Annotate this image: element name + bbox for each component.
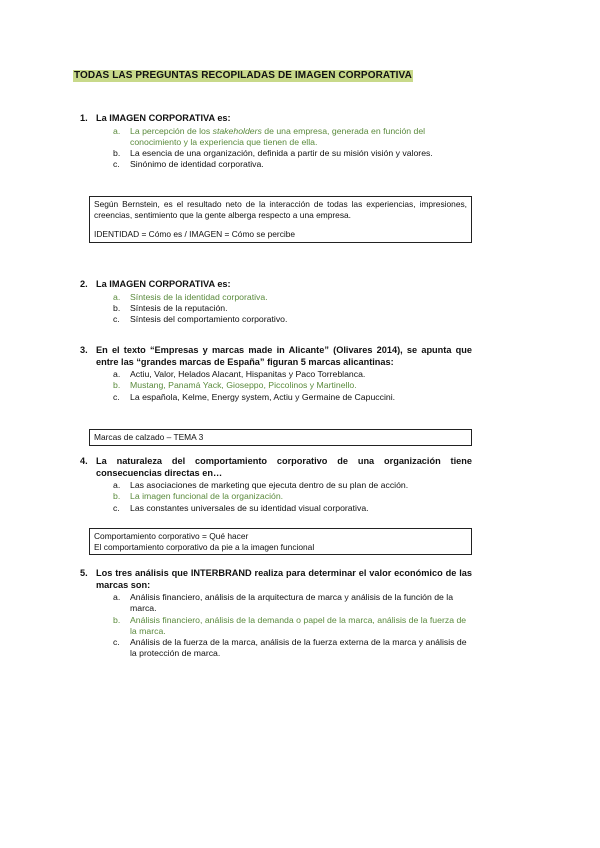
option-a: a. Síntesis de la identidad corporativa. [113,291,268,302]
option-a: a. Análisis financiero, análisis de la arquitectura de marca y análisis de la función de la marca. [113,592,454,614]
question-4 [80,456,472,514]
question-2 [80,279,472,325]
note-text: Marcas de calzado – TEMA 3 [94,432,204,442]
question-1-header [80,113,472,125]
question-3-header: 3. En el texto “Empresas y marcas made in Alicante” (Olivares 2014), se apunta que entre las “grandes marcas de España” figuran 5 marcas alicantinas: [80,345,472,367]
question-2-header: 2. La IMAGEN CORPORATIVA es: [80,279,231,289]
option-a: a. Las asociaciones de marketing que ejecuta dentro de su plan de acción. [113,480,409,490]
option-b: b. Mustang, Panamá Yack, Gioseppo, Piccolinos y Martinello. [113,380,357,391]
option-b: b. Análisis financiero, análisis de la demanda o papel de la marca, análisis de la fuerza de la marca. [113,614,467,636]
option-b: b. Síntesis de la reputación. [113,302,228,313]
note-box-3 [89,429,472,446]
option-b: b. La esencia de una organización, definida a partir de su misión visión y valores. [113,148,433,159]
note-text: IDENTIDAD = Cómo es / IMAGEN = Cómo se percibe [94,229,296,240]
note-text: Según Bernstein, es el resultado neto de la interacción de todas las experiencias, impresiones, creencias, sentimiento que la gente alberga respecto a una empresa. [94,199,467,220]
option-a: a. Actiu, Valor, Helados Alacant, Hispanitas y Paco Torreblanca. [113,369,366,379]
options-list [113,480,472,514]
option-c: c. Síntesis del comportamiento corporativo. [113,314,288,325]
question-5-header: 5. Los tres análisis que INTERBRAND realiza para determinar el valor económico de las marcas son: [80,568,472,590]
note-text: Comportamiento corporativo = Qué hacer [94,531,249,541]
question-4-header: 4. La naturaleza del comportamiento corporativo de una organización tiene consecuencias directas en… [80,456,472,478]
question-5 [80,568,472,660]
option-b: b. La imagen funcional de la organización. [113,491,284,502]
question-1 [80,113,472,171]
question-3 [80,345,472,403]
option-a: a. La percepción de los stakeholders de una empresa, generada en función del conocimiento y la experiencia que tienen de ella. [113,125,426,147]
option-c: c. Análisis de la fuerza de la marca, análisis de la fuerza externa de la marca y análisis de la protección de marca. [113,637,467,659]
options-list [113,292,472,326]
document-title: TODAS LAS PREGUNTAS RECOPILADAS DE IMAGEN CORPORATIVA [74,70,412,81]
options-list [113,592,472,660]
option-c: c. Las constantes universales de su identidad visual corporativa. [113,502,369,513]
options-list [113,369,472,403]
note-box-4 [89,528,472,555]
options-list [113,126,472,171]
question-text: La IMAGEN CORPORATIVA es: [96,113,231,123]
option-c: c. La española, Kelme, Energy system, Actiu y Germaine de Capuccini. [113,391,396,402]
note-box-1 [89,196,472,243]
note-text: El comportamiento corporativo da pie a la imagen funcional [94,541,315,552]
question-number: 1. [80,113,88,123]
option-c: c. Sinónimo de identidad corporativa. [113,159,264,170]
